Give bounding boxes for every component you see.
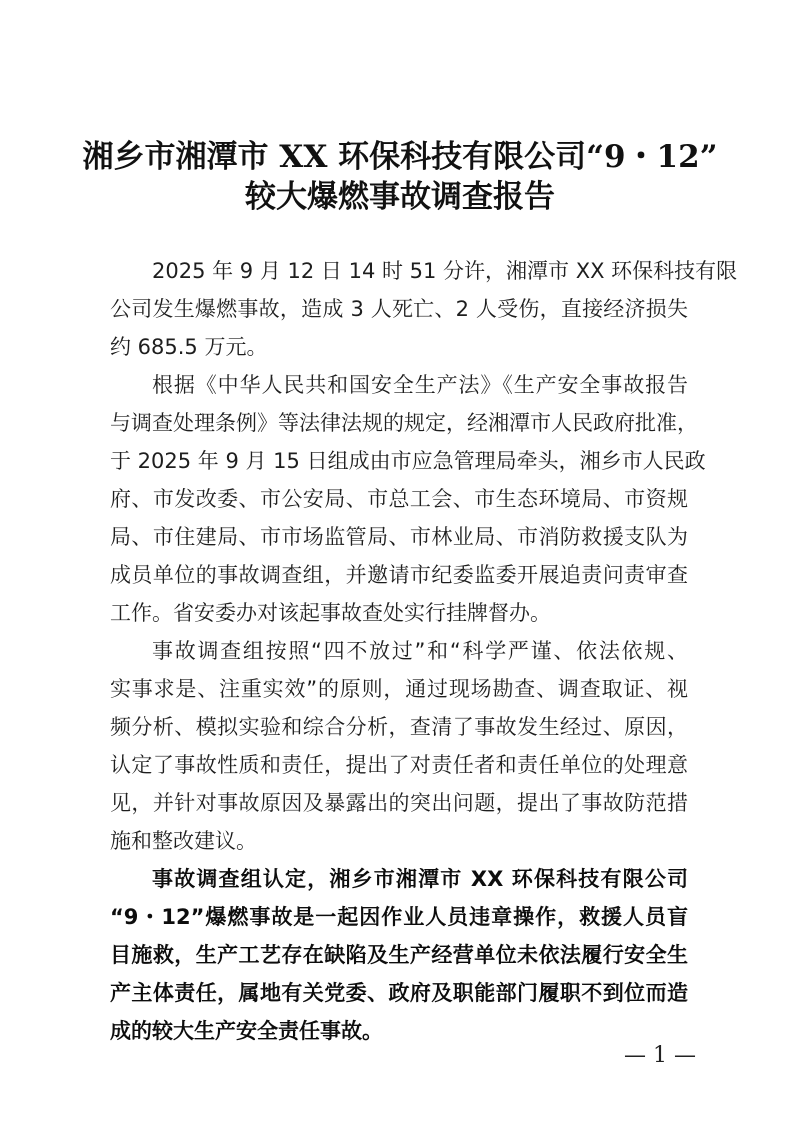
paragraph-line: 成员单位的事故调查组，并邀请市纪委监委开展追责问责审查 <box>110 563 688 587</box>
paragraph-line: “9・12”爆燃事故是一起因作业人员违章操作，救援人员盲 <box>110 905 688 929</box>
paragraph-line: 工作。省安委办对该起事故查处实行挂牌督办。 <box>110 601 551 625</box>
paragraph-line: 事故调查组认定，湘乡市湘潭市 XX 环保科技有限公司 <box>152 867 688 891</box>
paragraph-line: 约 685.5 万元。 <box>110 335 268 359</box>
report-title-line-1: 湘乡市湘潭市 XX 环保科技有限公司“9・12” <box>82 139 718 175</box>
paragraph-line: 根据《中华人民共和国安全生产法》《生产安全事故报告 <box>152 373 688 397</box>
paragraph-line: 府、市发改委、市公安局、市总工会、市生态环境局、市资规 <box>110 487 688 511</box>
report-title-line-2: 较大爆燃事故调查报告 <box>245 179 555 215</box>
paragraph-line: 于 2025 年 9 月 15 日组成由市应急管理局牵头，湘乡市人民政 <box>110 449 706 473</box>
paragraph-line: 公司发生爆燃事故，造成 3 人死亡、2 人受伤，直接经济损失 <box>110 297 688 321</box>
page-number: — 1 — <box>624 1043 696 1068</box>
paragraph-line: 频分析、模拟实验和综合分析，查清了事故发生经过、原因， <box>110 715 688 739</box>
paragraph-line: 与调查处理条例》等法律法规的规定，经湘潭市人民政府批准， <box>110 411 698 435</box>
paragraph-line: 成的较大生产安全责任事故。 <box>110 1019 383 1043</box>
paragraph-line: 2025 年 9 月 12 日 14 时 51 分许，湘潭市 XX 环保科技有限 <box>152 259 738 283</box>
paragraph-line: 施和整改建议。 <box>110 829 257 853</box>
paragraph-line: 事故调查组按照“四不放过”和“科学严谨、依法依规、 <box>152 639 688 663</box>
paragraph-line: 认定了事故性质和责任，提出了对责任者和责任单位的处理意 <box>110 753 688 777</box>
paragraph-line: 局、市住建局、市市场监管局、市林业局、市消防救援支队为 <box>110 525 688 549</box>
paragraph-line: 见，并针对事故原因及暴露出的突出问题，提出了事故防范措 <box>110 791 688 815</box>
paragraph-line: 产主体责任，属地有关党委、政府及职能部门履职不到位而造 <box>110 981 688 1005</box>
paragraph-line: 实事求是、注重实效”的原则，通过现场勘查、调查取证、视 <box>110 677 688 701</box>
paragraph-line: 目施救，生产工艺存在缺陷及生产经营单位未依法履行安全生 <box>110 943 688 967</box>
